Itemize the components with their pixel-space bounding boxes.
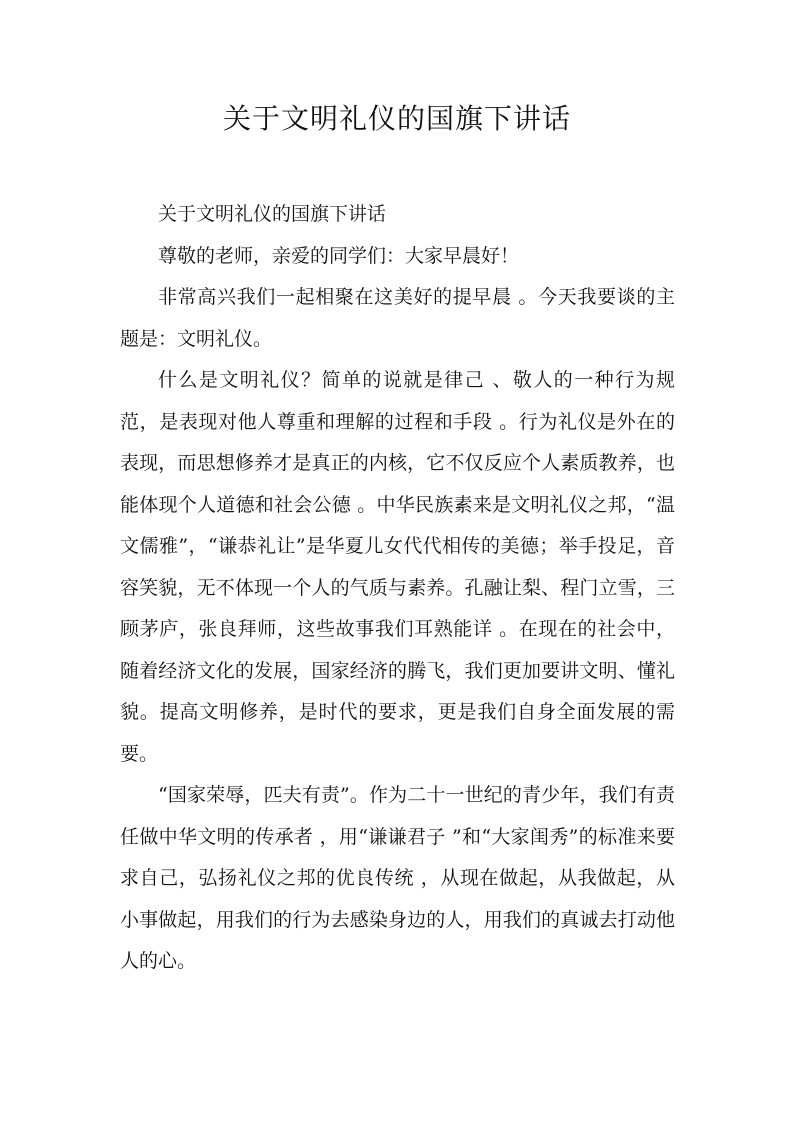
document-title: 关于文明礼仪的国旗下讲话 (222, 102, 571, 135)
paragraph-definition: 什么是文明礼仪？简单的说就是律己 、敬人的一种行为规范，是表现对他人尊重和理解的过程和手段 。行为礼仪是外在的表现，而思想修养才是真正的内核，它不仅反应个人素质教养，也能体现个人道德和社会公德 。中华民族素来是文明礼仪之邦，“温文儒雅”，“谦恭礼让”是华夏儿女代代相传的美德；举手投足，音容笑貌，无不体现一个人的气质与素养。孔融让梨、程门立雪，三顾茅庐，张良拜师，这些故事我们耳熟能详 。在现在的社会中，随着经济文化的发展，国家经济的腾飞，我们更加要讲文明、懂礼貌。提高文明修养，是时代的要求，更是我们自身全面发展的需要。 (120, 369, 675, 765)
paragraph-subtitle: 关于文明礼仪的国旗下讲话 (158, 203, 387, 225)
document-body (120, 194, 675, 983)
paragraph-greeting: 尊敬的老师，亲爱的同学们：大家早晨好！ (158, 244, 520, 267)
paragraph-topic: 非常高兴我们一起相聚在这美好的提早晨 。今天我要谈的主题是：文明礼仪。 (120, 286, 675, 350)
paragraph-responsibility: “国家荣辱，匹夫有责”。作为二十一世纪的青少年，我们有责任做中华文明的传承者 ，用“谦谦君子 ”和“大家闺秀”的标准来要求自己，弘扬礼仪之邦的优良传统 ，从现在做起，从我做起，从小事做起，用我们的行为去感染身边的人，用我们的真诚去打动他人的心。 (120, 784, 675, 972)
